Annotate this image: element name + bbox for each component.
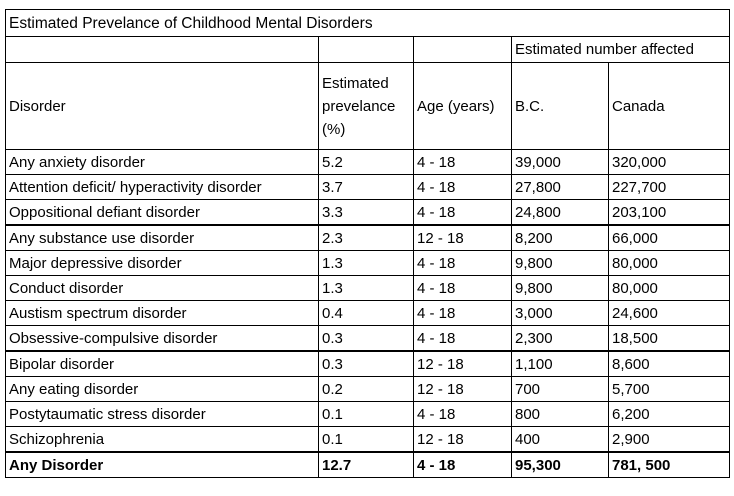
cell-disorder: Any eating disorder: [6, 377, 319, 402]
cell-bc: 24,800: [512, 200, 609, 226]
cell-prevalence: 0.3: [319, 351, 414, 377]
column-header-row: [6, 63, 730, 150]
group-header-estimated-number: Estimated number affected: [512, 37, 730, 63]
cell-bc: 3,000: [512, 301, 609, 326]
cell-age: 4 - 18: [414, 200, 512, 226]
cell-prevalence: 1.3: [319, 251, 414, 276]
cell-disorder: Postytaumatic stress disorder: [6, 402, 319, 427]
cell-age: 4 - 18: [414, 175, 512, 200]
header-prevalence: Estimated prevelance (%): [319, 63, 414, 150]
cell-prevalence: 0.1: [319, 427, 414, 453]
cell-bc: 39,000: [512, 150, 609, 175]
cell-bc: 8,200: [512, 225, 609, 251]
table-row: [6, 326, 730, 352]
cell-disorder: Any anxiety disorder: [6, 150, 319, 175]
cell-disorder: Obsessive-compulsive disorder: [6, 326, 319, 352]
cell-bc: 700: [512, 377, 609, 402]
cell-canada: 18,500: [609, 326, 730, 352]
header-bc: B.C.: [512, 63, 609, 150]
title-row: [6, 10, 730, 37]
cell-bc: 9,800: [512, 251, 609, 276]
group-header-row: [6, 37, 730, 63]
cell-prevalence: 5.2: [319, 150, 414, 175]
cell-age: 4 - 18: [414, 150, 512, 175]
cell-age: 4 - 18: [414, 301, 512, 326]
cell-age: 12 - 18: [414, 427, 512, 453]
table-row: [6, 200, 730, 226]
cell-bc: 800: [512, 402, 609, 427]
table-row: [6, 351, 730, 377]
header-canada: Canada: [609, 63, 730, 150]
cell-disorder: Schizophrenia: [6, 427, 319, 453]
cell-disorder: Oppositional defiant disorder: [6, 200, 319, 226]
cell-canada: 66,000: [609, 225, 730, 251]
cell-disorder: Conduct disorder: [6, 276, 319, 301]
table-row: [6, 301, 730, 326]
blank-cell: [319, 37, 414, 63]
total-age: 4 - 18: [414, 452, 512, 478]
header-age: Age (years): [414, 63, 512, 150]
cell-prevalence: 0.1: [319, 402, 414, 427]
table-row: [6, 427, 730, 453]
cell-bc: 27,800: [512, 175, 609, 200]
cell-canada: 5,700: [609, 377, 730, 402]
total-prevalence: 12.7: [319, 452, 414, 478]
cell-age: 12 - 18: [414, 225, 512, 251]
blank-cell: [6, 37, 319, 63]
cell-prevalence: 3.3: [319, 200, 414, 226]
cell-age: 4 - 18: [414, 251, 512, 276]
cell-bc: 9,800: [512, 276, 609, 301]
blank-cell: [414, 37, 512, 63]
cell-canada: 8,600: [609, 351, 730, 377]
total-bc: 95,300: [512, 452, 609, 478]
cell-bc: 2,300: [512, 326, 609, 352]
cell-prevalence: 0.2: [319, 377, 414, 402]
table-row: [6, 150, 730, 175]
header-disorder: Disorder: [6, 63, 319, 150]
cell-age: 4 - 18: [414, 402, 512, 427]
cell-age: 4 - 18: [414, 326, 512, 352]
table-row: [6, 175, 730, 200]
cell-canada: 2,900: [609, 427, 730, 453]
cell-bc: 1,100: [512, 351, 609, 377]
cell-disorder: Bipolar disorder: [6, 351, 319, 377]
cell-canada: 227,700: [609, 175, 730, 200]
total-row: [6, 452, 730, 478]
table-row: [6, 251, 730, 276]
cell-canada: 320,000: [609, 150, 730, 175]
table-row: [6, 225, 730, 251]
total-disorder: Any Disorder: [6, 452, 319, 478]
cell-canada: 80,000: [609, 276, 730, 301]
cell-canada: 80,000: [609, 251, 730, 276]
cell-prevalence: 1.3: [319, 276, 414, 301]
prevalence-table: [5, 9, 730, 478]
cell-disorder: Austism spectrum disorder: [6, 301, 319, 326]
cell-age: 12 - 18: [414, 351, 512, 377]
table-row: [6, 276, 730, 301]
cell-prevalence: 2.3: [319, 225, 414, 251]
cell-age: 12 - 18: [414, 377, 512, 402]
cell-age: 4 - 18: [414, 276, 512, 301]
table-title: Estimated Prevelance of Childhood Mental Disorders: [6, 10, 730, 37]
cell-canada: 203,100: [609, 200, 730, 226]
cell-disorder: Any substance use disorder: [6, 225, 319, 251]
cell-disorder: Attention deficit/ hyperactivity disorder: [6, 175, 319, 200]
cell-disorder: Major depressive disorder: [6, 251, 319, 276]
cell-canada: 24,600: [609, 301, 730, 326]
cell-bc: 400: [512, 427, 609, 453]
table-row: [6, 377, 730, 402]
cell-canada: 6,200: [609, 402, 730, 427]
cell-prevalence: 3.7: [319, 175, 414, 200]
cell-prevalence: 0.4: [319, 301, 414, 326]
table-row: [6, 402, 730, 427]
total-canada: 781, 500: [609, 452, 730, 478]
cell-prevalence: 0.3: [319, 326, 414, 352]
